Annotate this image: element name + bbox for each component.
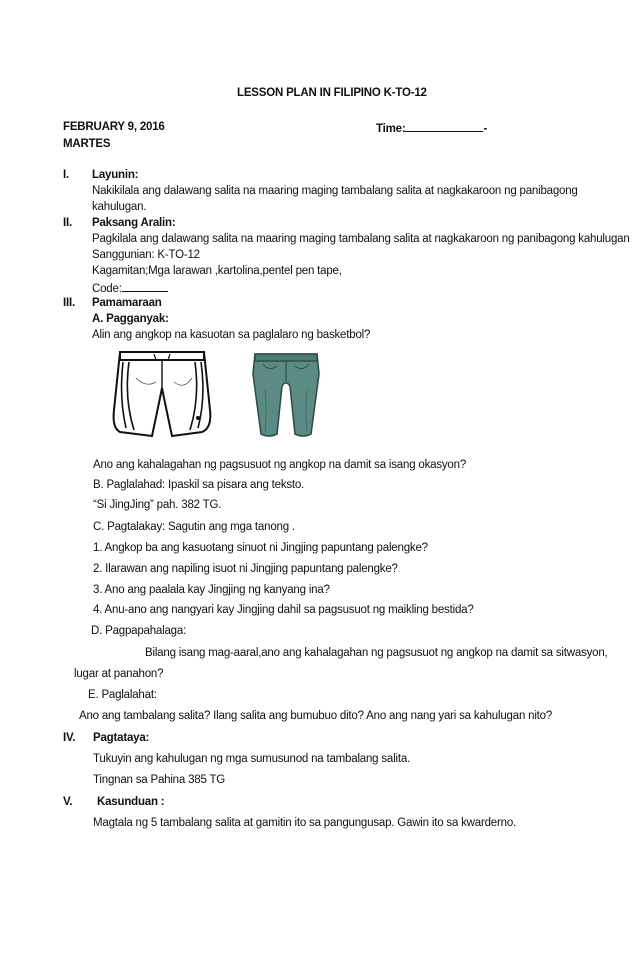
e-paglalahat: E. Paglalahat: [88, 689, 157, 701]
code-blank [122, 280, 168, 292]
section-4-number: IV. [63, 732, 76, 744]
question-importance: Ano ang kahalagahan ng pagsusuot ng angkop na damit sa isang okasyon? [93, 459, 467, 471]
text-reference: “Si JingJing” pah. 382 TG. [93, 499, 222, 511]
d-line2: lugar at panahon? [74, 668, 164, 680]
section-4-line2: Tingnan sa Pahina 385 TG [93, 774, 226, 786]
section-4-heading: Pagtataya: [93, 732, 150, 744]
section-3-number: III. [63, 297, 75, 309]
sanggunian-line: Sanggunian: K-TO-12 [92, 249, 200, 261]
section-4-line1: Tukuyin ang kahulugan ng mga sumusunod na tambalang salita. [93, 753, 411, 765]
b-paglalahad: B. Paglalahad: Ipaskil sa pisara ang teksto. [93, 479, 305, 491]
time-blank [405, 120, 483, 132]
time-label: Time: [376, 123, 406, 135]
kagamitan-line: Kagamitan;Mga larawan ,kartolina,pentel pen tape, [92, 265, 342, 277]
time-suffix: - [483, 123, 488, 135]
e-line: Ano ang tambalang salita? Ilang salita ang bumubuo dito? Ano ang nang yari sa kahulugan nito? [79, 710, 553, 722]
section-1-number: I. [63, 169, 69, 181]
section-5-number: V. [63, 796, 73, 808]
pants-icon [245, 350, 327, 440]
code-line [92, 280, 168, 296]
date-label: FEBRUARY 9, 2016 [63, 121, 165, 133]
subsection-a-heading: A. Pagganyak: [92, 313, 169, 325]
code-label: Code: [92, 283, 122, 295]
time-field [376, 120, 487, 136]
section-5-line1: Magtala ng 5 tambalang salita at gamitin ito sa pangungusap. Gawin ito sa kwarderno. [93, 817, 517, 829]
section-3-heading: Pamamaraan [92, 297, 162, 309]
question-3: 3. Ano ang paalala kay Jingjing ng kanyang ina? [93, 584, 330, 596]
section-5-heading: Kasunduan : [97, 796, 165, 808]
section-1-line2: kahulugan. [92, 201, 147, 213]
section-2-line1: Pagkilala ang dalawang salita na maaring maging tambalang salita at nagkakaroon ng panibagong kahulugan [92, 233, 630, 245]
section-2-number: II. [63, 217, 72, 229]
d-line1: Bilang isang mag-aaral,ano ang kahalagahan ng pagsusuot ng angkop na damit sa sitwasyon, [145, 647, 608, 659]
question-2: 2. Ilarawan ang napiling isuot ni Jingjing papuntang palengke? [93, 563, 398, 575]
day-label: MARTES [63, 138, 111, 150]
d-pagpapahalaga: D. Pagpapahalaga: [91, 625, 187, 637]
c-pagtalakay: C. Pagtalakay: Sagutin ang mga tanong . [93, 521, 295, 533]
section-1-line1: Nakikilala ang dalawang salita na maaring maging tambalang salita at nagkakaroon ng panibagong [92, 185, 578, 197]
question-1: 1. Angkop ba ang kasuotang sinuot ni Jingjing papuntang palengke? [93, 542, 428, 554]
page-title: LESSON PLAN IN FILIPINO K-TO-12 [237, 87, 427, 99]
question-4: 4. Anu-ano ang nangyari kay Jingjing dahil sa pagsusuot ng maikling bestida? [93, 604, 474, 616]
basketball-shorts-icon [106, 348, 218, 440]
section-2-heading: Paksang Aralin: [92, 217, 176, 229]
pagganyak-question: Alin ang angkop na kasuotan sa paglalaro ng basketbol? [92, 329, 371, 341]
section-1-heading: Layunin: [92, 169, 139, 181]
